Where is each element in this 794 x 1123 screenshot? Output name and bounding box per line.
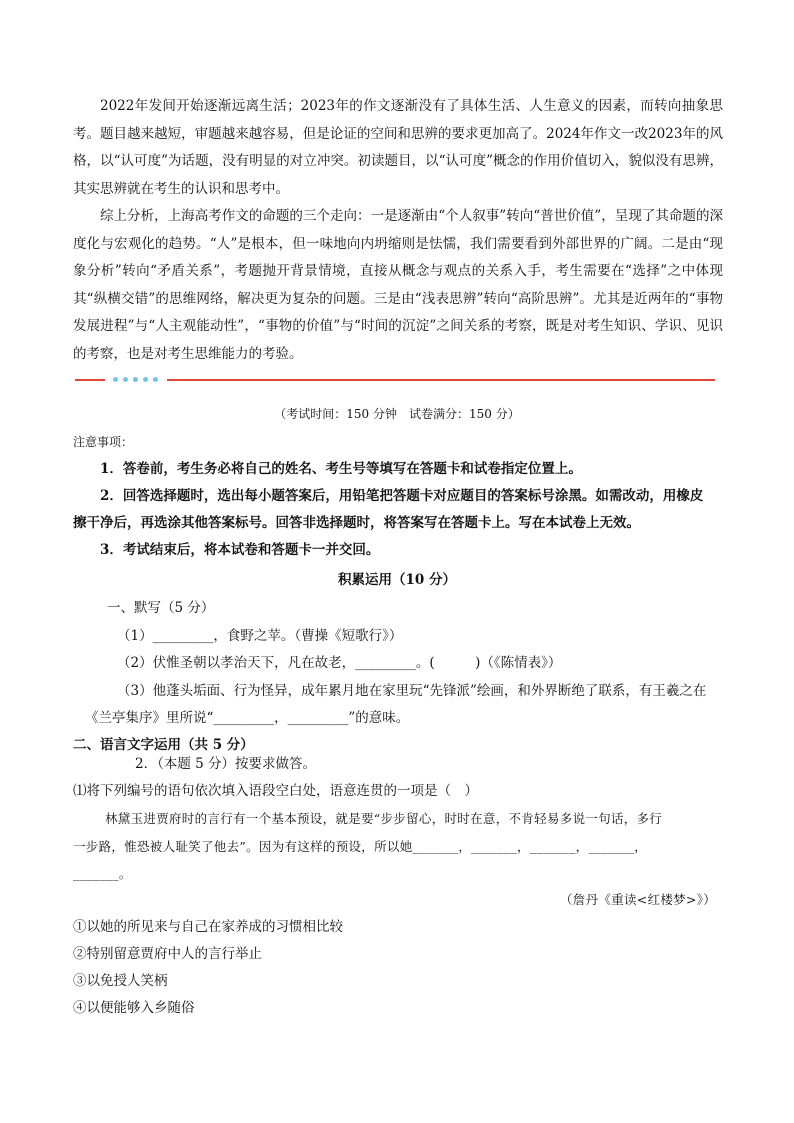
option-1: ①以她的所见来与自己在家养成的习惯相比较 (73, 919, 343, 935)
divider-dot-icon (123, 377, 128, 382)
notice-item-2: 2．回答选择题时，选出每小题答案后，用铅笔把答题卡对应题目的答案标号涂黑。如需改动，用橡皮 (100, 488, 704, 504)
intro-paragraph-2: 综上分析，上海高考作文的命题的三个走向：一是逐渐由“个人叙事”转向“普世价值”，呈现了其命题的深度化与宏观化的趋势。“人”是根本，但一味地向内坍缩则是怯懦，我们需要看到外部世界的广阔。二是由“现象分析”转向“矛盾关系”，考题抛开背景情境，直接从概念与观点的关系入手，考生需要在“选择”之中体现其“纵横交错”的思维网络，解决更为复杂的问题。三是由“浅表思辨”转向“高阶思辨”。尤其是近两年的“事物发展进程”与“人主观能动性”，“事物的价值”与“时间的沉淀”之间关系的考察，既是对考生知识、学识、见识的考察，也是对考生思维能力的考验。 (73, 208, 723, 362)
dictation-question-2: （2）伏惟圣朝以孝治天下，凡在故老，_________。( )（《陈情表》） (117, 655, 562, 671)
divider-dot-icon (143, 377, 148, 382)
divider-dot-icon (113, 377, 118, 382)
passage-line-2: 一步路，惟恐被人耻笑了他去”。因为有这样的预设，所以她_______，_______，_______，_______， (73, 839, 648, 854)
dictation-question-1: （1）_________，食野之苹。（曹操《短歌行》） (117, 628, 403, 644)
divider-dot-icon (133, 377, 138, 382)
exam-time-info: （考试时间：150 分钟 试卷满分：150 分） (274, 407, 520, 421)
notice-item-3: 3．考试结束后，将本试卷和答题卡一并交回。 (100, 542, 380, 558)
notice-title: 注意事项： (73, 435, 134, 449)
passage-line-3: _______。 (73, 866, 132, 881)
section-heading-dictation: 一、默写（5 分） (107, 600, 215, 616)
notice-item-1: 1．答卷前，考生务必将自己的姓名、考生号等填写在答题卡和试卷指定位置上。 (100, 461, 582, 477)
option-3: ③以免授人笑柄 (73, 973, 168, 989)
question-2-sub-1: ⑴将下列编号的语句依次填入语段空白处，语意连贯的一项是（ ） (73, 783, 478, 799)
option-2: ②特别留意贾府中人的言行举止 (73, 946, 262, 962)
question-2-intro: 2．（本题 5 分）按要求做答。 (135, 756, 317, 772)
section-title-accumulation: 积累运用（10 分） (338, 572, 456, 588)
intro-paragraph-1: 2022年发间开始逐渐远离生活；2023年的作文逐渐没有了具体生活、人生意义的因素，而转向抽象思考。题目越来越短，审题越来越容易，但是论证的空间和思辨的要求更加高了。2024年作文一改2023年的风格，以“认可度”为话题，没有明显的对立冲突。初读题目，以“认可度”概念的作用价值切入，貌似没有思辨，其实思辨就在考生的认识和思考中。 (73, 98, 723, 197)
option-4: ④以便能够入乡随俗 (73, 1000, 195, 1016)
section-divider (75, 373, 715, 387)
divider-dot-icon (153, 377, 158, 382)
section-heading-language: 二、语言文字运用（共 5 分） (73, 737, 254, 753)
passage-line-1: 林黛玉进贾府时的言行有一个基本预设，就是要“步步留心，时时在意，不肯轻易多说一句话，多行 (105, 811, 663, 826)
dictation-question-3-cont: 《兰亭集序》里所说“_________，_________”的意味。 (85, 710, 410, 726)
passage-source: （詹丹《重读<红楼梦>》） (560, 892, 717, 907)
notice-item-2-cont: 擦干净后，再选涂其他答案标号。回答非选择题时，将答案写在答题卡上。写在本试卷上无效。 (73, 515, 640, 531)
divider-line-right (167, 379, 715, 381)
divider-line-left (75, 379, 105, 381)
dictation-question-3: （3）他蓬头垢面、行为怪异，成年累月地在家里玩“先锋派”绘画，和外界断绝了联系，有王羲之在 (117, 683, 707, 699)
